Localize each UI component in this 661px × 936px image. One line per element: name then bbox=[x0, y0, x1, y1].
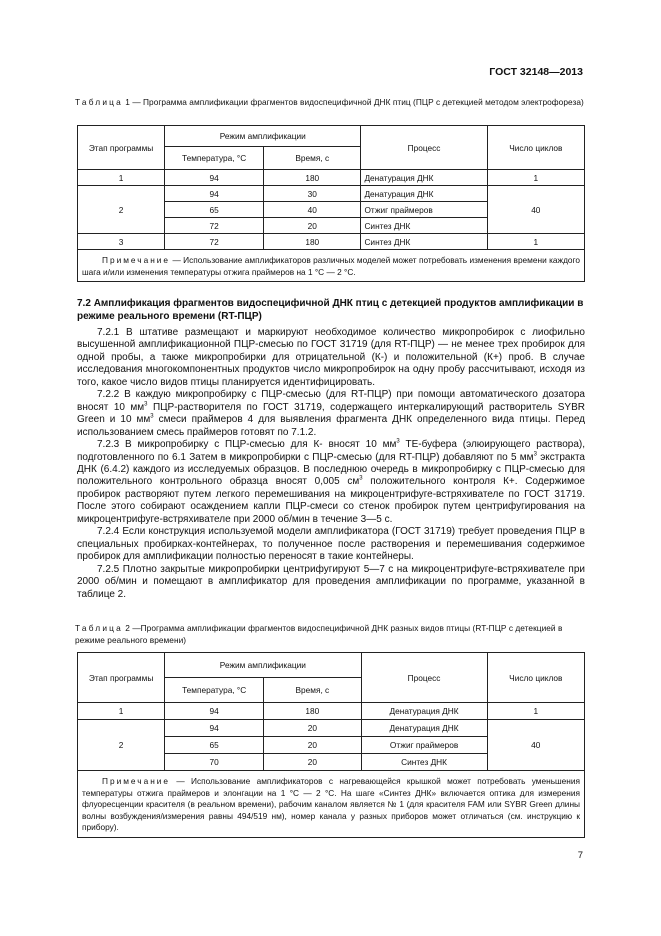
table1-header-cycles: Число циклов bbox=[487, 126, 584, 170]
table2-cell-temp: 94 bbox=[165, 703, 264, 720]
table2-cell-temp: 70 bbox=[165, 754, 264, 771]
table2-header-time: Время, с bbox=[264, 678, 361, 703]
table2-cell-process: Денатурация ДНК bbox=[361, 720, 487, 737]
table1-cell-temp: 94 bbox=[165, 186, 264, 202]
table2-note-text: — Использование амплификаторов с нагревающейся крышкой может потребовать уменьшения температуры отжига праймеров и элонгации на 1 °С — 2 °С. На шаге «Синтез ДНК» включается оптика для измерения флуоресценции красителя (в реальном времени), рабочим каналом является № 1 (для красителя FAM или SYBR Green длины волны возбуждения/измерения равны 494/519 нм), номер канала у разных приборов может отличаться (см. инструкцию к прибору). bbox=[82, 776, 580, 833]
table1 bbox=[77, 125, 585, 282]
table1-caption-prefix: Таблица bbox=[75, 97, 123, 107]
section-number: 7.2 bbox=[77, 298, 91, 309]
paragraph-7-2-4: 7.2.4 Если конструкция используемой модели амплификатора (ГОСТ 31719) требует проведения ПЦР в специальных пробирках-контейнерах, то полученное после растворения и перемешивания содержимое пробирок для амплификации полностью переносят в такие контейнеры. bbox=[77, 526, 585, 563]
paragraph-7-2-2: 7.2.2 В каждую микропробирку с ПЦР-смесью (для RT-ПЦР) при помощи автоматического дозатора вносят 10 $мм^3$ ПЦР-растворителя по ГОСТ 31719, содержащего интеркалирующий растворитель SYBR Green и 10 $мм^3$ смеси праймеров 4 для выявления фрагмента ДНК определенного вида птицы. Перед использованием смесь праймеров готовят по 7.1.2. bbox=[77, 389, 585, 438]
table2 bbox=[77, 652, 585, 838]
table1-cell-time: 20 bbox=[264, 218, 361, 234]
table1-cell-process: Синтез ДНК bbox=[361, 234, 487, 250]
section-heading bbox=[77, 298, 585, 323]
table2-cell-time: 20 bbox=[264, 737, 361, 754]
table2-cell-process: Денатурация ДНК bbox=[361, 703, 487, 720]
table1-cell-stage: 3 bbox=[78, 234, 165, 250]
table2-cell-process: Отжиг праймеров bbox=[361, 737, 487, 754]
table2-cell-stage: 1 bbox=[78, 703, 165, 720]
table1-cell-temp: 72 bbox=[165, 218, 264, 234]
table1-cell-time: 40 bbox=[264, 202, 361, 218]
table2-caption-prefix: Таблица bbox=[75, 623, 123, 633]
table1-cell-temp: 94 bbox=[165, 170, 264, 186]
table1-caption bbox=[75, 96, 587, 108]
paragraph-7-2-5: 7.2.5 Плотно закрытые микропробирки центрифугируют 5—7 с на микроцентрифуге-встряхивателе при 2000 об/мин и помещают в амплификатор для проведения амплификации по программе, указанной в таблице 2. bbox=[77, 563, 585, 600]
table2-cell-stage: 2 bbox=[78, 720, 165, 771]
table2-caption-text: 2 —Программа амплификации фрагментов видоспецифичной ДНК разных видов птицы (RT-ПЦР с детекцией в режиме реального времени) bbox=[75, 623, 563, 645]
table2-note bbox=[78, 771, 585, 838]
table1-cell-process: Синтез ДНК bbox=[361, 218, 487, 234]
table1-header-stage: Этап программы bbox=[78, 126, 165, 170]
table-row bbox=[78, 186, 585, 202]
table1-note-prefix: Примечание bbox=[102, 255, 171, 265]
table1-note-text: — Использование амплификаторов различных моделей может потребовать изменения времени каждого шага и/или изменения температуры отжига праймеров на 1 °С — 2 °С. bbox=[82, 255, 580, 277]
table2-header-stage: Этап программы bbox=[78, 653, 165, 703]
table-row bbox=[78, 703, 585, 720]
table2-cell-time: 180 bbox=[264, 703, 361, 720]
table1-header-time: Время, с bbox=[264, 147, 361, 170]
table2-header-temp: Температура, °С bbox=[165, 678, 264, 703]
table1-cell-temp: 65 bbox=[165, 202, 264, 218]
table-row bbox=[78, 720, 585, 737]
table1-note bbox=[78, 250, 585, 282]
table2-header-process: Процесс bbox=[361, 653, 487, 703]
table1-cell-temp: 72 bbox=[165, 234, 264, 250]
table2-cell-time: 20 bbox=[264, 754, 361, 771]
table1-header-process: Процесс bbox=[361, 126, 487, 170]
table-row bbox=[78, 234, 585, 250]
table2-cell-time: 20 bbox=[264, 720, 361, 737]
table-row bbox=[78, 170, 585, 186]
table1-cell-cycles: 1 bbox=[487, 234, 584, 250]
table1-header-mode: Режим амплификации bbox=[165, 126, 361, 147]
document-id: ГОСТ 32148—2013 bbox=[489, 66, 583, 78]
table1-cell-time: 180 bbox=[264, 234, 361, 250]
table2-cell-cycles: 1 bbox=[487, 703, 584, 720]
table2-cell-temp: 65 bbox=[165, 737, 264, 754]
page-number: 7 bbox=[577, 850, 583, 861]
table2-header-mode: Режим амплификации bbox=[165, 653, 361, 678]
table1-cell-process: Отжиг праймеров bbox=[361, 202, 487, 218]
table1-cell-stage: 1 bbox=[78, 170, 165, 186]
table1-cell-process: Денатурация ДНК bbox=[361, 170, 487, 186]
paragraph-7-2-1: 7.2.1 В штативе размещают и маркируют необходимое количество микропробирок с лиофильно высушенной амплификационной ПЦР-смесью по ГОСТ 31719 (для RT-ПЦР) — не менее трех пробирок для одной пробы, а также микропробирки для отрицательной (К-) и положительной (К+) проб. В случае исследования многокомпонентных продуктов число микропробирок на одну пробу рассчитывают, исходя из того, какое число видов птицы планируется идентифицировать. bbox=[77, 327, 585, 388]
table2-note-prefix: Примечание bbox=[102, 776, 171, 786]
table1-cell-time: 30 bbox=[264, 186, 361, 202]
table1-cell-cycles: 1 bbox=[487, 170, 584, 186]
table1-cell-stage: 2 bbox=[78, 186, 165, 234]
table1-caption-text: 1 — Программа амплификации фрагментов видоспецифичной ДНК птиц (ПЦР с детекцией методом электрофореза) bbox=[125, 97, 584, 107]
table2-header-cycles: Число циклов bbox=[487, 653, 584, 703]
table2-cell-process: Синтез ДНК bbox=[361, 754, 487, 771]
body-text bbox=[77, 327, 585, 601]
table1-cell-time: 180 bbox=[264, 170, 361, 186]
paragraph-7-2-3: 7.2.3 В микропробирку с ПЦР-смесью для К- вносят 10 $мм^3$ ТЕ-буфера (элюирующего раствора), подготовленного по 6.1 Затем в микропробирки с ПЦР-смесью (для RT-ПЦР) добавляют по 5 $мм^3$ экстракта ДНК (6.4.2) каждого из исследуемых образцов. В последнюю очередь в микропробирку с ПЦР-смесью для положительного контрольного образца вносят 0,005 $см^3$ положительного контроля К+. Содержимое пробирок растворяют путем легкого перемешивания на микроцентрифуге-встряхивателе по ГОСТ 31719. После этого собирают осаждением капли ПЦР-смеси со стенок пробирок путем центрифугирования на микроцентрифуге-встряхивателе при 2000 об/мин в течение 3—5 с. bbox=[77, 438, 585, 525]
table2-caption bbox=[75, 622, 587, 646]
section-title: Амплификация фрагментов видоспецифичной ДНК птиц с детекцией продуктов амплификации в режиме реального времени (RT-ПЦР) bbox=[77, 298, 584, 322]
table2-cell-cycles: 40 bbox=[487, 720, 584, 771]
table1-cell-cycles: 40 bbox=[487, 186, 584, 234]
table2-cell-temp: 94 bbox=[165, 720, 264, 737]
table1-cell-process: Денатурация ДНК bbox=[361, 186, 487, 202]
table1-header-temp: Температура, °С bbox=[165, 147, 264, 170]
